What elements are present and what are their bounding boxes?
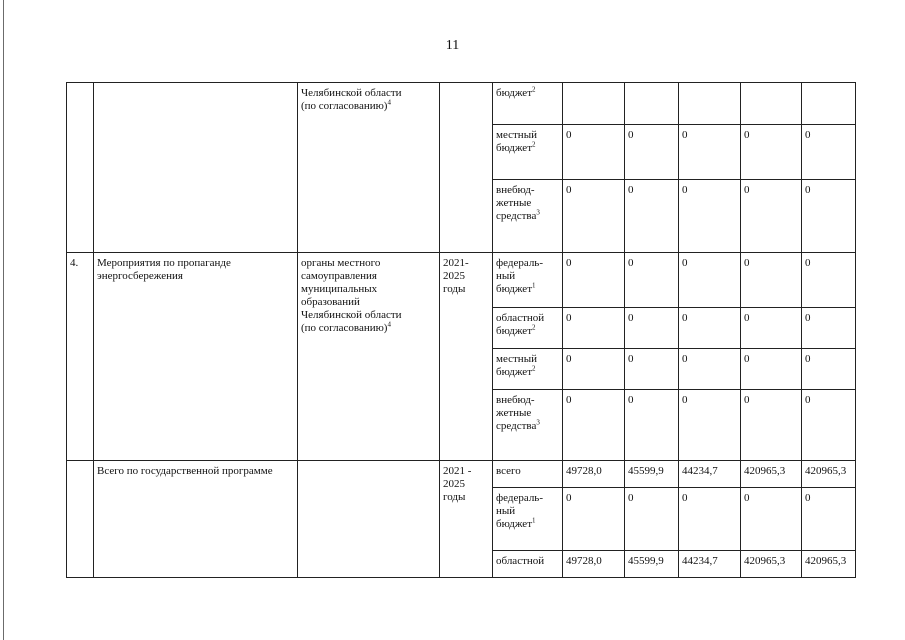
value-cell [625, 83, 679, 125]
value-cell: 0 [802, 349, 856, 390]
funding-source-cell: местный бюджет$^2$ [493, 125, 563, 180]
value-cell [802, 83, 856, 125]
value-cell: 0 [563, 349, 625, 390]
value-cell: 0 [802, 253, 856, 308]
value-cell: 0 [625, 253, 679, 308]
activity-cell [94, 83, 298, 253]
table-row [67, 83, 856, 125]
number-cell [67, 461, 94, 578]
funding-source-cell: внебюд- жетные средства$^3$ [493, 390, 563, 461]
table-row [67, 253, 856, 308]
value-cell: 45599,9 [625, 461, 679, 488]
value-cell: 0 [679, 390, 741, 461]
value-cell: 0 [625, 488, 679, 551]
executor-cell: органы местного самоуправления муниципальных образований Челябинской области (по согласованию)$^4$ [298, 253, 440, 461]
value-cell [741, 83, 802, 125]
value-cell: 0 [741, 308, 802, 349]
value-cell: 49728,0 [563, 551, 625, 578]
value-cell: 420965,3 [741, 551, 802, 578]
value-cell: 0 [563, 253, 625, 308]
value-cell: 44234,7 [679, 551, 741, 578]
page-edge-line [3, 0, 4, 640]
activity-cell: Всего по государственной программе [94, 461, 298, 578]
executor-cell [298, 461, 440, 578]
value-cell: 0 [563, 308, 625, 349]
value-cell: 0 [679, 308, 741, 349]
value-cell: 44234,7 [679, 461, 741, 488]
value-cell: 420965,3 [802, 551, 856, 578]
funding-source-cell: федераль- ный бюджет$^1$ [493, 488, 563, 551]
value-cell: 0 [802, 390, 856, 461]
value-cell: 0 [802, 308, 856, 349]
value-cell: 0 [741, 125, 802, 180]
value-cell: 0 [563, 390, 625, 461]
funding-source-cell: бюджет$^2$ [493, 83, 563, 125]
number-cell: 4. [67, 253, 94, 461]
value-cell: 0 [625, 390, 679, 461]
value-cell: 0 [563, 180, 625, 253]
number-cell [67, 83, 94, 253]
value-cell: 0 [741, 180, 802, 253]
value-cell: 0 [625, 180, 679, 253]
value-cell: 0 [802, 180, 856, 253]
page-number: 11 [445, 38, 460, 53]
value-cell: 0 [741, 390, 802, 461]
value-cell: 0 [679, 349, 741, 390]
value-cell: 0 [741, 253, 802, 308]
value-cell: 0 [741, 349, 802, 390]
value-cell: 0 [563, 125, 625, 180]
funding-source-cell: местный бюджет$^2$ [493, 349, 563, 390]
value-cell: 0 [741, 488, 802, 551]
value-cell [563, 83, 625, 125]
value-cell: 0 [802, 125, 856, 180]
executor-cell: Челябинской области (по согласованию)$^4$ [298, 83, 440, 253]
table-row [67, 461, 856, 488]
period-cell: 2021 - 2025 годы [440, 461, 493, 578]
value-cell: 0 [679, 253, 741, 308]
activity-cell: Мероприятия по пропаганде энергосбережения [94, 253, 298, 461]
value-cell: 0 [679, 488, 741, 551]
value-cell: 0 [679, 180, 741, 253]
value-cell: 0 [802, 488, 856, 551]
value-cell [679, 83, 741, 125]
value-cell: 420965,3 [802, 461, 856, 488]
value-cell: 0 [625, 349, 679, 390]
funding-source-cell: всего [493, 461, 563, 488]
program-funding-table [66, 82, 856, 578]
value-cell: 0 [563, 488, 625, 551]
period-cell [440, 83, 493, 253]
funding-source-cell: областной бюджет$^2$ [493, 308, 563, 349]
funding-source-cell: областной [493, 551, 563, 578]
funding-source-cell: внебюд- жетные средства$^3$ [493, 180, 563, 253]
funding-source-cell: федераль- ный бюджет$^1$ [493, 253, 563, 308]
value-cell: 0 [625, 125, 679, 180]
value-cell: 49728,0 [563, 461, 625, 488]
period-cell: 2021- 2025 годы [440, 253, 493, 461]
value-cell: 420965,3 [741, 461, 802, 488]
value-cell: 45599,9 [625, 551, 679, 578]
value-cell: 0 [679, 125, 741, 180]
value-cell: 0 [625, 308, 679, 349]
